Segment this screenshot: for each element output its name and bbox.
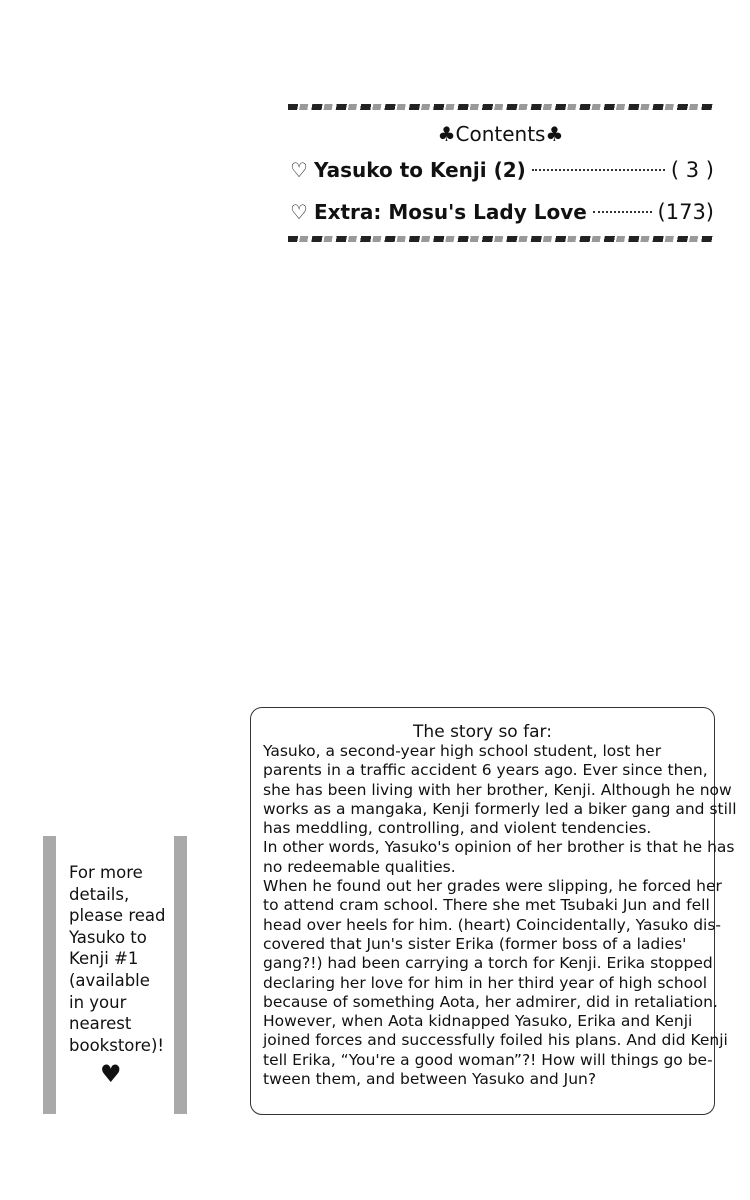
- story-line: When he found out her grades were slipping, he forced her: [263, 877, 722, 896]
- toc-entry[interactable]: [290, 158, 714, 182]
- story-line: because of something Aota, her admirer, did in retaliation.: [263, 992, 718, 1011]
- heart-outline-icon: ♡: [290, 200, 308, 224]
- heart-icon: ♥: [100, 1060, 122, 1088]
- sidebar-line: For more: [69, 863, 143, 882]
- story-line: joined forces and successfully foiled his plans. And did Kenji: [263, 1031, 728, 1050]
- sidebar-line: bookstore)!: [69, 1035, 165, 1055]
- sidebar-note: [43, 836, 188, 1114]
- toc-entry[interactable]: [290, 200, 714, 224]
- story-line: Yasuko, a second-year high school student, lost her: [263, 742, 662, 760]
- story-line: gang?!) had been carrying a torch for Kenji. Erika stopped: [263, 954, 713, 973]
- sidebar-line: (available: [69, 970, 150, 990]
- story-line: tell Erika, “You're a good woman”?! How will things go be-: [263, 1050, 713, 1069]
- gray-bar-left: [43, 836, 56, 1114]
- sidebar-line: please read: [69, 906, 166, 926]
- sidebar-line: Kenji #1: [69, 949, 139, 969]
- leader-dots: [532, 169, 665, 171]
- story-line: parents in a traffic accident 6 years ago. Ever since then,: [263, 761, 708, 780]
- story-line: However, when Aota kidnapped Yasuko, Erika and Kenji: [263, 1012, 693, 1031]
- decorative-border-top: [288, 104, 713, 110]
- story-line: no redeemable qualities.: [263, 857, 456, 876]
- story-line: tween them, and between Yasuko and Jun?: [263, 1070, 597, 1089]
- sidebar-line: details,: [69, 884, 130, 904]
- sidebar-text: [69, 862, 179, 1056]
- story-so-far-box: [250, 707, 737, 1115]
- sidebar-line: Yasuko to: [69, 927, 147, 947]
- contents-title: ♣Contents♣: [437, 122, 564, 146]
- heart-outline-icon: ♡: [290, 158, 308, 182]
- story-title: The story so far:: [413, 722, 552, 742]
- decorative-border-bottom: [288, 236, 713, 242]
- toc-entry-title: Extra: Mosu's Lady Love: [313, 200, 587, 224]
- toc-entry-title: Yasuko to Kenji (2): [313, 158, 526, 182]
- sidebar-line: in your: [69, 992, 127, 1012]
- story-line: to attend cram school. There she met Tsubaki Jun and fell: [263, 896, 710, 915]
- leader-dots: [593, 211, 652, 213]
- toc-entry-page: ( 3 ): [670, 158, 714, 182]
- story-line: works as a mangaka, Kenji formerly led a biker gang and still: [263, 799, 737, 818]
- story-line: has meddling, controlling, and violent tendencies.: [263, 819, 652, 838]
- story-line: head over heels for him. (heart) Coincidentally, Yasuko dis-: [263, 915, 722, 934]
- story-line: In other words, Yasuko's opinion of her brother is that he has: [263, 838, 735, 857]
- story-line: covered that Jun's sister Erika (former boss of a ladies': [263, 934, 687, 953]
- story-line: declaring her love for him in her third year of high school: [263, 973, 708, 992]
- story-body: [263, 742, 737, 1089]
- story-line: she has been living with her brother, Kenji. Although he now: [263, 780, 732, 799]
- sidebar-line: nearest: [69, 1014, 132, 1034]
- toc-entry-page: (173): [657, 200, 714, 224]
